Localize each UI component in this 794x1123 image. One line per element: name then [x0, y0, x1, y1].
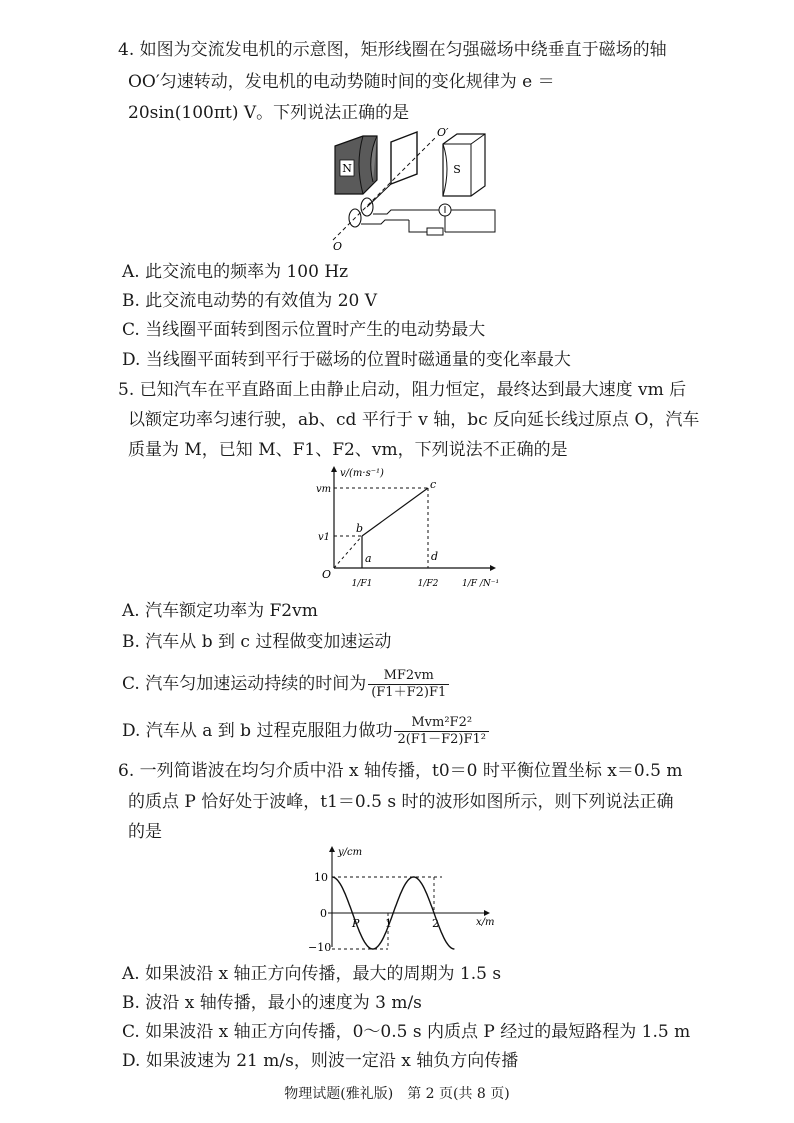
q4-option-b: B. 此交流电动势的有效值为 20 V — [122, 291, 378, 311]
wave-point-p-label: P — [352, 917, 360, 930]
q5-option-c-denominator: (F1＋F2)F1 — [371, 685, 447, 700]
q6-stem-line-3: 的是 — [128, 822, 162, 842]
q5-option-b: B. 汽车从 b 到 c 过程做变加速运动 — [122, 632, 392, 652]
tick-1-over-f2: 1/F2 — [417, 579, 439, 589]
vm-label: vm — [316, 484, 332, 495]
origin-label: O — [322, 568, 332, 581]
point-a-label: a — [365, 552, 372, 565]
magnet-n — [335, 136, 377, 194]
y-axis-label: v/(m·s⁻¹) — [340, 468, 384, 479]
wave-y-bottom-label: −10 — [308, 941, 332, 954]
q5-option-c — [122, 664, 449, 704]
q4-stem-line-2: OO′匀速转动，发电机的电动势随时间的变化规律为 e ＝ — [128, 72, 555, 92]
wave-x-label: x/m — [476, 917, 495, 928]
q5-option-d-denominator: 2(F1－F2)F1² — [397, 732, 486, 747]
q5-option-c-text: C. 汽车匀加速运动持续的时间为 — [122, 674, 367, 694]
q5-option-a: A. 汽车额定功率为 F2vm — [122, 601, 318, 621]
q6-option-b: B. 波沿 x 轴传播，最小的速度为 3 m/s — [122, 993, 422, 1013]
point-d-label: d — [431, 550, 439, 563]
wave-x-tick-1: 1 — [385, 917, 392, 930]
q6-option-c: C. 如果波沿 x 轴正方向传播，0～0.5 s 内质点 P 经过的最短路程为 1.5 m — [122, 1022, 691, 1042]
q4-stem-line-3: 20sin(100πt) V。下列说法正确的是 — [128, 103, 410, 123]
magnet-s — [443, 134, 485, 196]
q5-stem-line-2: 以额定功率匀速行驶，ab、cd 平行于 v 轴，bc 反向延长线过原点 O，汽车 — [128, 410, 700, 430]
q6-option-d: D. 如果波速为 21 m/s，则波一定沿 x 轴负方向传播 — [122, 1051, 519, 1071]
q5-stem-line-3: 质量为 M，已知 M、F1、F2、vm，下列说法不正确的是 — [128, 440, 568, 460]
segment-bc — [362, 488, 428, 536]
wave-graph — [302, 843, 502, 959]
pole-s-label: S — [453, 163, 461, 176]
wave-y-top-label: 10 — [314, 871, 328, 884]
q5-option-c-fraction — [368, 668, 449, 701]
q5-option-d — [122, 711, 489, 751]
q5-option-d-text: D. 汽车从 a 到 b 过程克服阻力做功 — [122, 721, 393, 741]
pole-n-label: N — [342, 162, 352, 175]
q5-option-d-fraction — [394, 715, 489, 748]
axis-top-label: O′ — [437, 128, 449, 139]
q4-option-a: A. 此交流电的频率为 100 Hz — [122, 262, 349, 282]
coil — [391, 132, 417, 184]
velocity-force-graph — [310, 464, 500, 598]
q4-option-c: C. 当线圈平面转到图示位置时产生的电动势最大 — [122, 320, 486, 340]
axis-bottom-label: O — [333, 240, 343, 252]
point-b-label: b — [356, 522, 364, 535]
generator-diagram — [325, 128, 525, 256]
v1-label: v1 — [318, 532, 331, 543]
q4-option-d: D. 当线圈平面转到平行于磁场的位置时磁通量的变化率最大 — [122, 350, 571, 370]
wave-x-tick-2: 2 — [432, 917, 439, 930]
wave-y-zero-label: 0 — [320, 907, 327, 920]
q6-stem-line-2: 的质点 P 恰好处于波峰，t1＝0.5 s 时的波形如图所示，则下列说法正确 — [128, 792, 674, 812]
q4-stem-line-1: 4. 如图为交流发电机的示意图，矩形线圈在匀强磁场中绕垂直于磁场的轴 — [118, 40, 667, 60]
q6-stem-line-1: 6. 一列简谐波在均匀介质中沿 x 轴传播，t0＝0 时平衡位置坐标 x＝0.5 m — [118, 761, 683, 781]
q5-stem-line-1: 5. 已知汽车在平直路面上由静止启动，阻力恒定，最终达到最大速度 vm 后 — [118, 380, 687, 400]
q5-option-c-numerator: MF2vm — [368, 668, 449, 685]
q6-option-a: A. 如果波沿 x 轴正方向传播，最大的周期为 1.5 s — [122, 964, 502, 984]
resistor-icon — [427, 228, 443, 235]
tick-1-over-f1: 1/F1 — [351, 579, 373, 589]
q5-option-d-numerator: Mvm²F2² — [394, 715, 489, 732]
wave-y-label: y/cm — [338, 847, 363, 858]
page-footer: 物理试题(雅礼版) 第 2 页(共 8 页) — [284, 1086, 510, 1102]
point-c-label: c — [430, 478, 437, 491]
x-axis-label: 1/F /N⁻¹ — [462, 579, 500, 589]
